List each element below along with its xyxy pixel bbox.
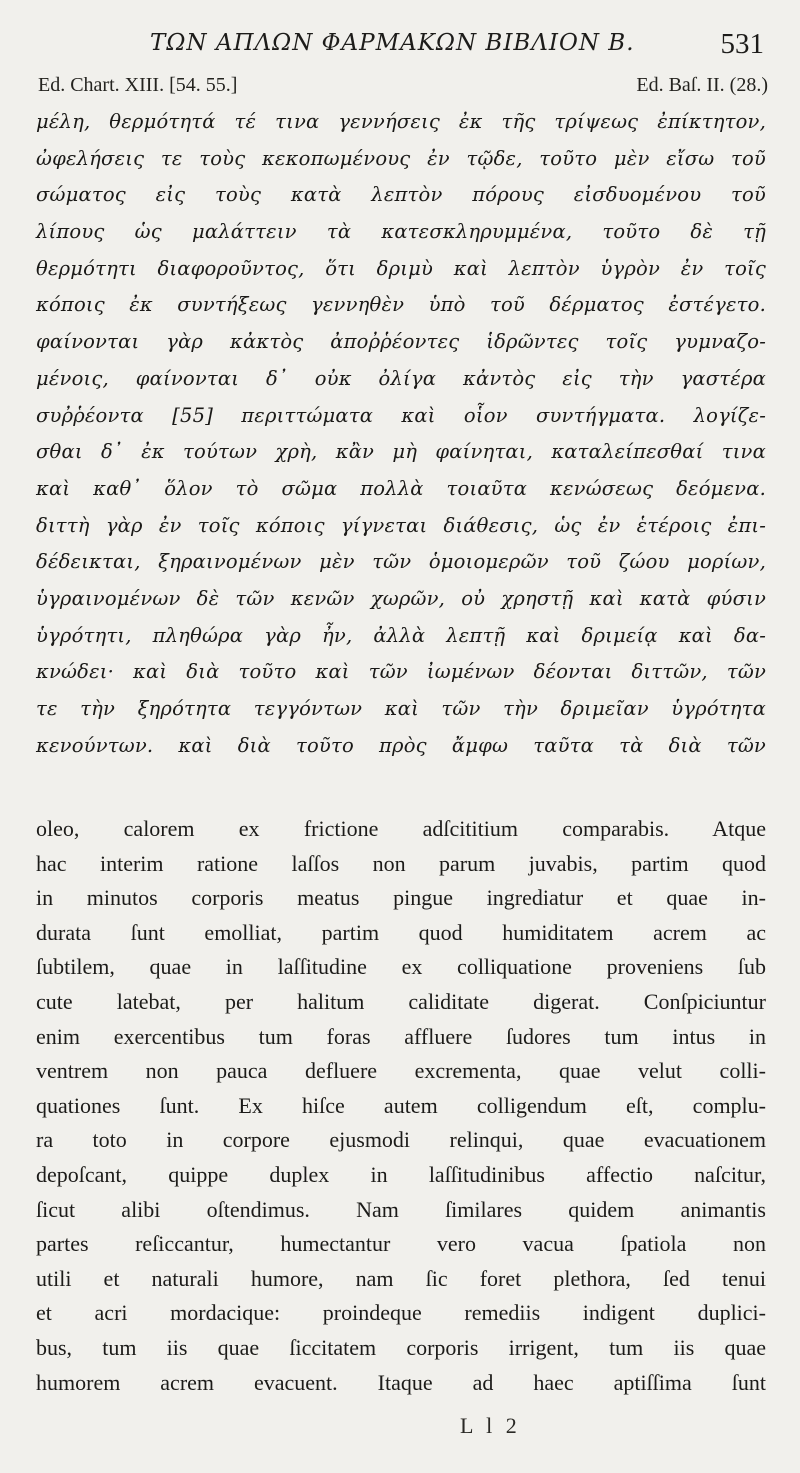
signature-mark: L l 2 (460, 1413, 521, 1438)
running-head (0, 28, 800, 64)
latin-text-block (36, 812, 766, 1400)
greek-text-line: σώματος εἰς τοὺς κατὰ λεπτὸν πόρους εἰσδυομένου τοῦ (36, 183, 766, 207)
greek-text-line: ὠφελήσεις τε τοὺς κεκοπωμένους ἐν τῷδε, τοῦτο μὲν εἴσω τοῦ (36, 146, 766, 170)
edition-basel-reference: Ed. Baſ. II. (28.) (636, 74, 768, 96)
latin-text-line: ſicut alibi oſtendimus. Nam ſimilares quidem animantis (36, 1196, 766, 1222)
latin-text-line: bus, tum iis quae ſiccitatem corporis irrigent, tum iis quae (36, 1334, 766, 1360)
latin-text-line: cute latebat, per halitum caliditate digerat. Conſpiciuntur (36, 988, 766, 1014)
latin-text-line: oleo, calorem ex frictione adſcititium comparabis. Atque (36, 816, 766, 841)
greek-text-line: ὑγραινομένων δὲ τῶν κενῶν χωρῶν, οὐ χρηστῇ καὶ κατὰ φύσιν (36, 586, 766, 610)
greek-text-line: διττὴ γὰρ ἐν τοῖς κόποις γίγνεται διάθεσις, ὡς ἐν ἑτέροις ἐπι- (36, 513, 766, 537)
greek-text-line: κνώδει· καὶ διὰ τοῦτο καὶ τῶν ἰωμένων δέονται διττῶν, τῶν (36, 660, 766, 684)
greek-text-line: μένοις, φαίνονται δ᾽ οὐκ ὀλίγα κἀντὸς εἰς τὴν γαστέρα (36, 366, 766, 390)
page-number: 531 (720, 28, 764, 60)
greek-text-line: τε τὴν ξηρότητα τεγγόντων καὶ τῶν τὴν δριμεῖαν ὑγρότητα (36, 697, 766, 720)
greek-text-line: καὶ καθ᾽ ὅλον τὸ σῶμα πολλὰ τοιαῦτα κενώσεως δεόμενα. (36, 476, 766, 500)
latin-text-line: ventrem non pauca defluere excrementa, quae velut colli- (36, 1058, 766, 1084)
latin-text-line: durata ſunt emolliat, partim quod humiditatem acrem ac (36, 919, 766, 945)
greek-text-line: θερμότητι διαφοροῦντος, ὅτι δριμὺ καὶ λεπτὸν ὑγρὸν ἐν τοῖς (36, 256, 766, 280)
latin-text-line: hac interim ratione laſſos non parum juvabis, partim quod (36, 850, 766, 876)
latin-text-line: et acri mordacique: proindeque remediis indigent duplici- (36, 1300, 766, 1326)
latin-text-line: depoſcant, quippe duplex in laſſitudinibus affectio naſcitur, (36, 1161, 766, 1187)
latin-text-line: partes reſiccantur, humectantur vero vacua ſpatiola non (36, 1231, 766, 1257)
greek-text-line: μέλη, θερμότητά τέ τινα γεννήσεις ἐκ τῆς τρίψεως ἐπίκτητον, (36, 110, 766, 133)
greek-text-line: κόποις ἐκ συντήξεως γεννηθὲν ὑπὸ τοῦ δέρματος ἐστέγετο. (36, 293, 766, 317)
running-title: ΤΩΝ ΑΠΛΩΝ ΦΑΡΜΑΚΩΝ ΒΙΒΛΙΟΝ Β. (150, 30, 635, 56)
greek-text-line: δέδεικται, ξηραινομένων μὲν τῶν ὁμοιομερῶν τοῦ ζώου μορίων, (36, 550, 766, 574)
greek-text-line: συῤῥέοντα [55] περιττώματα καὶ οἷον συντήγματα. λογίζε- (36, 403, 766, 427)
latin-text-line: ra toto in corpore ejusmodi relinqui, quae evacuationem (36, 1127, 766, 1153)
latin-text-line: enim exercentibus tum foras affluere ſudores tum intus in (36, 1023, 766, 1049)
edition-chartier-reference: Ed. Chart. XIII. [54. 55.] (38, 74, 238, 96)
greek-text-line: σθαι δ᾽ ἐκ τούτων χρὴ, κἂν μὴ φαίνηται, καταλείπεσθαί τινα (36, 440, 766, 464)
latin-text-line: ſubtilem, quae in laſſitudine ex colliquatione proveniens ſub (36, 954, 766, 980)
greek-text-line: λίπους ὡς μαλάττειν τὰ κατεσκληρυμμένα, τοῦτο δὲ τῇ (36, 220, 766, 244)
greek-text-line: κενούντων. καὶ διὰ τοῦτο πρὸς ἄμφω ταῦτα τὰ διὰ τῶν (36, 733, 766, 757)
latin-text-line: utili et naturali humore, nam ſic foret plethora, ſed tenui (36, 1265, 766, 1291)
greek-text-block (36, 104, 766, 764)
latin-text-line: humorem acrem evacuent. Itaque ad haec aptiſſima ſunt (36, 1369, 766, 1395)
latin-text-line: quationes ſunt. Ex hiſce autem colligendum eſt, complu- (36, 1092, 766, 1118)
greek-text-line: ὑγρότητι, πληθώρα γὰρ ἦν, ἀλλὰ λεπτῇ καὶ δριμείᾳ καὶ δα- (36, 623, 766, 647)
edition-reference-line (38, 74, 768, 104)
greek-text-line: φαίνονται γὰρ κἀκτὸς ἀποῤῥέοντες ἱδρῶντες τοῖς γυμναζο- (36, 330, 766, 354)
latin-text-line: in minutos corporis meatus pingue ingrediatur et quae in- (36, 885, 766, 911)
